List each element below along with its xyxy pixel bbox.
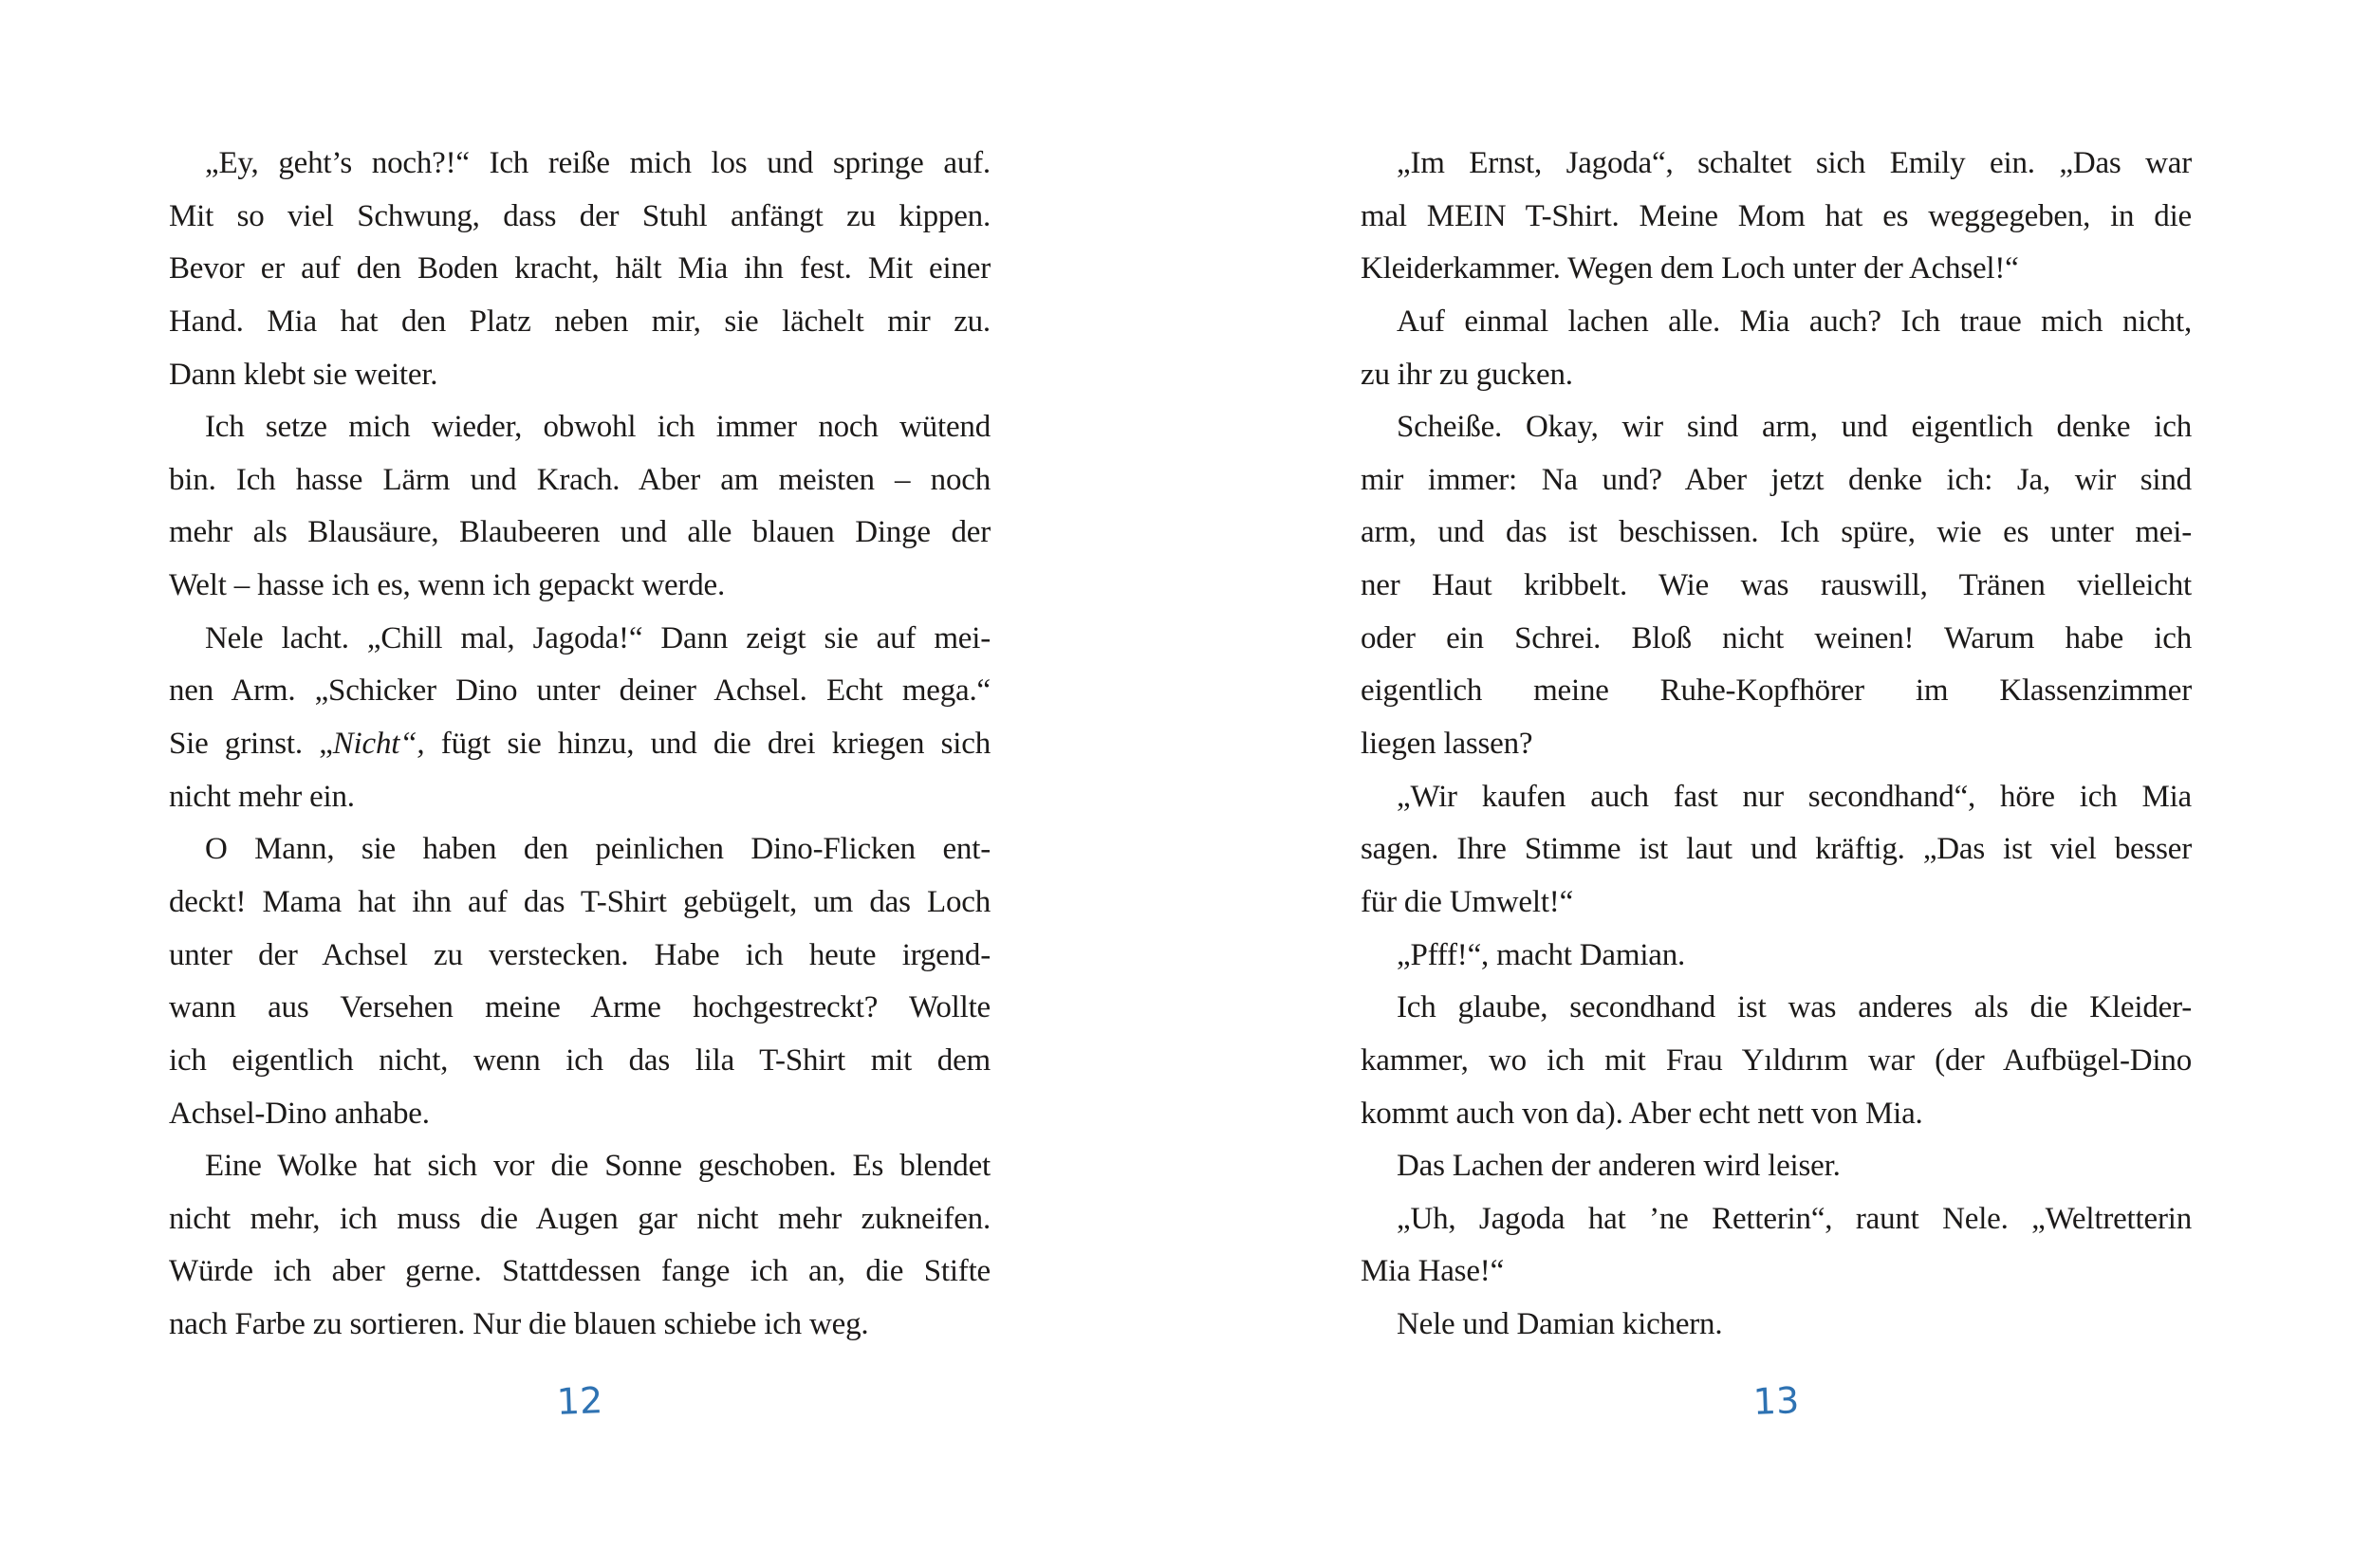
text-line: Hand. Mia hat den Platz neben mir, sie lächelt mir zu. bbox=[169, 304, 991, 339]
text-line: Ich glaube, secondhand ist was anderes als die Kleider- bbox=[1397, 990, 2192, 1025]
page-left-text-column bbox=[169, 138, 991, 1352]
text-line: arm, und das ist beschissen. Ich spüre, wie es unter mei- bbox=[1361, 515, 2192, 550]
text-segment: Sie grinst. „ bbox=[169, 727, 333, 762]
text-line: oder ein Schrei. Bloß nicht weinen! Warum habe ich bbox=[1361, 620, 2192, 655]
text-line: zu ihr zu gucken. bbox=[1361, 357, 1573, 392]
text-line: „Ey, geht’s noch?!“ Ich reiße mich los und springe auf. bbox=[205, 146, 991, 180]
page-number-left: 12 bbox=[556, 1379, 603, 1423]
text-line: „Im Ernst, Jagoda“, schaltet sich Emily ein. „Das war bbox=[1397, 146, 2192, 180]
text-segment: fügt sie hinzu, und die drei kriegen sich bbox=[424, 727, 991, 762]
text-line: sagen. Ihre Stimme ist laut und kräftig. „Das ist viel besser bbox=[1361, 832, 2192, 867]
text-line: Nele und Damian kichern. bbox=[1397, 1307, 1723, 1342]
text-line: nicht mehr ein. bbox=[169, 779, 355, 814]
text-line: nen Arm. „Schicker Dino unter deiner Achsel. Echt mega.“ bbox=[169, 673, 991, 709]
text-line: bin. Ich hasse Lärm und Krach. Aber am meisten – noch bbox=[169, 462, 991, 497]
text-line: Dann klebt sie weiter. bbox=[169, 357, 438, 392]
text-line: Nele lacht. „Chill mal, Jagoda!“ Dann zeigt sie auf mei- bbox=[205, 620, 991, 655]
text-line: liegen lassen? bbox=[1361, 727, 1533, 762]
text-line: wann aus Versehen meine Arme hochgestreckt? Wollte bbox=[169, 990, 991, 1025]
italic-text: Nicht“, bbox=[332, 727, 425, 762]
page-left bbox=[169, 0, 991, 1568]
text-line: Welt – hasse ich es, wenn ich gepackt werde. bbox=[169, 568, 725, 603]
text-line: ich eigentlich nicht, wenn ich das lila T-Shirt mit dem bbox=[169, 1042, 991, 1078]
text-line: mir immer: Na und? Aber jetzt denke ich: Ja, wir sind bbox=[1361, 462, 2192, 497]
text-line: Auf einmal lachen alle. Mia auch? Ich traue mich nicht, bbox=[1397, 304, 2192, 339]
text-line: Das Lachen der anderen wird leiser. bbox=[1397, 1149, 1841, 1184]
text-line: deckt! Mama hat ihn auf das T-Shirt gebügelt, um das Loch bbox=[169, 884, 991, 919]
text-line: „Uh, Jagoda hat ’ne Retterin“, raunt Nele. „Weltretterin bbox=[1397, 1201, 2192, 1236]
text-line: „Pfff!“, macht Damian. bbox=[1397, 937, 1686, 972]
text-line: „Wir kaufen auch fast nur secondhand“, höre ich Mia bbox=[1397, 779, 2192, 814]
text-line: Achsel-Dino anhabe. bbox=[169, 1096, 430, 1131]
text-line: Mia Hase!“ bbox=[1361, 1254, 1505, 1289]
text-line: Würde ich aber gerne. Stattdessen fange ich an, die Stifte bbox=[169, 1254, 991, 1289]
text-line: für die Umwelt!“ bbox=[1361, 884, 1574, 919]
page-right-text-column bbox=[1361, 138, 2192, 1352]
text-line: mal MEIN T-Shirt. Meine Mom hat es weggegeben, in die bbox=[1361, 198, 2192, 233]
page-number-right: 13 bbox=[1752, 1379, 1800, 1423]
text-line: unter der Achsel zu verstecken. Habe ich heute irgend- bbox=[169, 937, 991, 972]
text-line: ner Haut kribbelt. Wie was rauswill, Tränen vielleicht bbox=[1361, 568, 2192, 603]
text-line: mehr als Blausäure, Blaubeeren und alle blauen Dinge der bbox=[169, 515, 991, 550]
text-line: nach Farbe zu sortieren. Nur die blauen schiebe ich weg. bbox=[169, 1307, 869, 1342]
text-line: Scheiße. Okay, wir sind arm, und eigentlich denke ich bbox=[1397, 410, 2192, 445]
page-right bbox=[1361, 0, 2192, 1568]
text-line: Bevor er auf den Boden kracht, hält Mia ihn fest. Mit einer bbox=[169, 251, 991, 286]
text-line: Eine Wolke hat sich vor die Sonne geschoben. Es blendet bbox=[205, 1149, 991, 1184]
text-line: Mit so viel Schwung, dass der Stuhl anfängt zu kippen. bbox=[169, 198, 991, 233]
text-line: kommt auch von da). Aber echt nett von Mia. bbox=[1361, 1096, 1923, 1131]
text-line: nicht mehr, ich muss die Augen gar nicht mehr zukneifen. bbox=[169, 1201, 991, 1236]
text-line: Ich setze mich wieder, obwohl ich immer noch wütend bbox=[205, 410, 991, 445]
text-line: kammer, wo ich mit Frau Yıldırım war (der Aufbügel-Dino bbox=[1361, 1042, 2192, 1078]
text-line: eigentlich meine Ruhe-Kopfhörer im Klassenzimmer bbox=[1361, 673, 2192, 709]
text-line: Kleiderkammer. Wegen dem Loch unter der Achsel!“ bbox=[1361, 251, 2019, 286]
text-line bbox=[169, 718, 991, 771]
text-line: O Mann, sie haben den peinlichen Dino-Flicken ent- bbox=[205, 832, 991, 867]
